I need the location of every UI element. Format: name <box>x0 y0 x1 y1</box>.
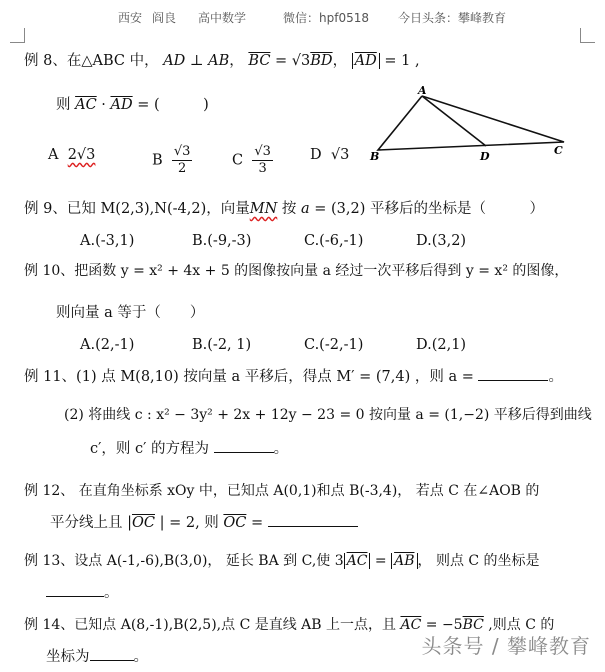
ex14-vec-ac: $\overline{AC}$ <box>400 617 422 633</box>
ex10-opt-c: C.(-2,-1) <box>304 337 364 353</box>
header-subject: 高中数学 <box>198 11 247 25</box>
ex11-line3 <box>90 438 288 460</box>
ex8-opt-d-val: √3 <box>330 147 350 163</box>
ex12-line2-c: = <box>246 515 264 531</box>
ex14-line2 <box>46 646 148 668</box>
header-city: 西安 <box>118 11 143 25</box>
ex8-opt-a-val: 2√3 <box>67 147 96 163</box>
ex14-line1-b: = −5 <box>421 617 463 633</box>
ex8-line1: 例 8、在△ABC 中， AD ⊥ AB， $\overline{BC} = √3\overline{BD}$， $\overline{AD} = 1$ , <box>24 53 420 69</box>
figure-label-a: A <box>418 84 427 97</box>
ex14-line2-a: 坐标为 <box>46 649 90 665</box>
ex8-q-vec-ac: $\overline{AC}$ <box>75 97 97 113</box>
ex9-vec-mn: MN <box>249 201 278 217</box>
ex11-answer-blank-2 <box>214 438 274 453</box>
ex13-line2 <box>46 582 119 604</box>
ex9-eq: = (3,2) 平移后的坐标是（ ） <box>309 201 545 217</box>
ex8-vec-bc: $\overline{BC}$ <box>248 53 271 69</box>
ex8-opt-c-den: 3 <box>258 161 267 176</box>
ex12-line1: 例 12、 在直角坐标系 xOy 中，已知点 A(0,1)和点 B(-3,4)， 若点 C 在∠AOB 的 <box>24 483 540 499</box>
ex8-opt-c-num: √3 <box>254 144 271 159</box>
ex8-opt-b-fraction <box>172 144 193 177</box>
ex12-answer-blank <box>268 512 358 527</box>
ex14-line1-a: 例 14、已知点 A(8,-1),B(2,5),点 C 是直线 AB 上一点，且 <box>24 617 401 633</box>
ex13-line1-b: = <box>370 553 392 569</box>
ex8-vec-ad: $\overline{AD}$ <box>354 53 377 69</box>
header-wechat: 微信：hpf0518 <box>283 11 369 25</box>
ex8-opt-b-label: B <box>152 152 163 169</box>
ex10-opt-a: A.(2,-1) <box>80 337 135 353</box>
ex12-line2 <box>50 512 358 534</box>
header-corner-mark-left <box>10 28 25 43</box>
figure-label-b: B <box>370 150 380 163</box>
ex14-line2-end: 。 <box>133 649 148 665</box>
header-corner-mark-right <box>580 28 595 43</box>
ex11-line1-text: 例 11、(1) 点 M(8,10) 按向量 a 平移后，得点 M′ = (7,4) ，则 a = <box>24 369 474 385</box>
ex11-answer-blank-1 <box>478 366 548 381</box>
ex13-vec-ac: $\overline{AC}$ <box>346 553 368 569</box>
figure-label-c: C <box>554 144 563 157</box>
ex13-line2-end: 。 <box>104 585 119 601</box>
ex13-line1-a: 例 13、设点 A(-1,-6),B(3,0)， 延长 BA 到 C,使 3 <box>24 553 344 569</box>
ex8-options <box>48 144 95 166</box>
ex8-q-prefix: 则 <box>56 97 76 113</box>
ex9-lead: 例 9、已知 M(2,3),N(-4,2)，向量 <box>24 201 250 217</box>
ex13-vec-ab: $\overline{AB}$ <box>394 553 415 569</box>
ex10-opt-d: D.(2,1) <box>416 337 467 353</box>
ex12-vec-oc-2: $\overline{OC}$ <box>223 515 247 531</box>
ex9-mid: 按 <box>277 201 301 217</box>
ex8-question <box>56 94 209 116</box>
ex8-cond3-rhs: = 1 , <box>379 53 420 69</box>
ex11-line3-end: 。 <box>273 441 289 457</box>
page-header <box>0 0 605 34</box>
ex9-opt-b: B.(-9,-3) <box>192 233 252 249</box>
ex11-line3-text: c′，则 c′ 的方程为 <box>90 441 210 457</box>
ex13-line1 <box>24 550 540 572</box>
ex9-opt-c: C.(-6,-1) <box>304 233 364 249</box>
ex8-opt-b <box>152 144 192 177</box>
ex14-vec-bc: $\overline{BC}$ <box>462 617 484 633</box>
ex8-opt-d-label: D <box>310 147 322 163</box>
ex8-q-suffix: = ( ) <box>132 97 209 113</box>
ex8-opt-c-label: C <box>232 152 244 169</box>
ex8-q-vec-ad: $\overline{AD}$ <box>110 97 133 113</box>
ex8-opt-b-num: √3 <box>173 144 191 159</box>
ex11-line2: (2) 将曲线 c : x² − 3y² + 2x + 12y − 23 = 0 按向量 a = (1,−2) 平移后得到曲线 <box>64 407 592 423</box>
ex10-opt-b: B.(-2, 1) <box>192 337 252 353</box>
toutiao-watermark: 头条号 / 攀峰教育 <box>421 634 591 658</box>
ex9-opt-a: A.(-3,1) <box>80 233 135 249</box>
ex13-answer-blank <box>46 582 104 597</box>
header-toutiao: 今日头条：攀峰教育 <box>398 11 507 25</box>
header-name: 阎良 <box>152 11 177 25</box>
ex8-opt-d <box>310 144 349 166</box>
ex12-line2-a: 平分线上且 | <box>50 515 132 531</box>
ex14-answer-blank <box>90 646 134 661</box>
triangle-figure <box>368 84 572 168</box>
ex8-cond1: AD ⊥ AB <box>163 53 230 69</box>
ex8-opt-c <box>232 144 273 177</box>
ex8-q-dot: · <box>96 97 111 113</box>
ex8-lead: 例 8、在△ABC 中， <box>24 53 159 69</box>
ex8-cond2-mid: = √3 <box>270 53 311 69</box>
ex8-opt-b-den: 2 <box>178 161 187 176</box>
ex14-line1-c: ,则点 C 的 <box>483 617 555 633</box>
ex8-vec-bd: $\overline{BD}$ <box>310 53 333 69</box>
triangle-lines <box>378 96 564 150</box>
ex10-line1: 例 10、把函数 y = x² + 4x + 5 的图像按向量 a 经过一次平移后得到 y = x² 的图像， <box>24 263 569 279</box>
ex8-opt-c-fraction <box>252 144 273 177</box>
ex9-line1 <box>24 198 544 220</box>
ex8-opt-a-label: A <box>48 147 59 163</box>
ex13-line1-c: ， 则点 C 的坐标是 <box>417 553 540 569</box>
ex11-line1 <box>24 366 563 388</box>
ex10-line2: 则向量 a 等于（ ） <box>56 305 205 321</box>
figure-label-d: D <box>480 150 490 163</box>
ex9-opt-d: D.(3,2) <box>416 233 467 249</box>
ex12-line2-b: | = 2, 则 <box>154 515 224 531</box>
ex12-vec-oc-1: $\overline{OC}$ <box>132 515 155 531</box>
ex9-vec-a: a <box>301 201 310 217</box>
ex11-line1-end: 。 <box>548 369 563 385</box>
